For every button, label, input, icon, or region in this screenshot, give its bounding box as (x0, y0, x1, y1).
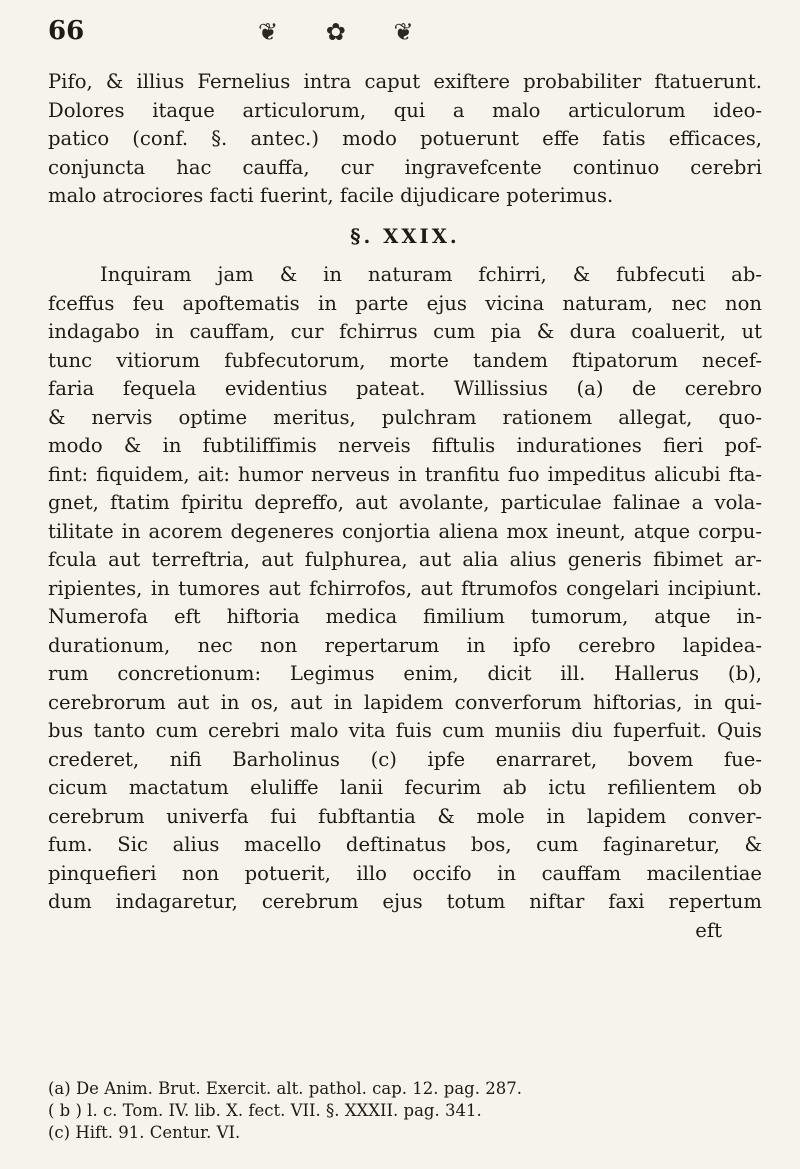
text-line: & nervis optime meritus, pulchram rationem allegat, quo- (48, 405, 762, 429)
footnote-b: ( b ) l. c. Tom. IV. lib. X. fect. VII. §. XXXII. pag. 341. (48, 1101, 482, 1120)
text-line: Inquiram jam & in naturam fchirri, & fubfecuti ab- (100, 263, 762, 286)
text-line: indagabo in cauffam, cur fchirrus cum pia & dura coaluerit, ut (48, 320, 762, 343)
text-line: tunc vitiorum fubfecutorum, morte tandem ftipatorum necef- (48, 348, 762, 372)
text-line: cerebrorum aut in os, aut in lapidem converforum hiftorias, in qui- (48, 690, 762, 714)
text-line: Pifo, & illius Fernelius intra caput exiftere probabiliter ftatuerunt. (48, 70, 762, 93)
body-text (48, 68, 762, 945)
ornament-icon: ❦ ✿ ❦ (258, 18, 434, 46)
footnote-a: (a) De Anim. Brut. Exercit. alt. pathol. cap. 12. pag. 287. (48, 1079, 522, 1098)
footnote-divider (48, 1064, 762, 1065)
text-line: pinquefieri non potuerit, illo occifo in cauffam macilentiae (48, 861, 762, 885)
text-line: faria fequela evidentius pateat. Willissius (a) de cerebro (48, 377, 762, 400)
text-line: rum concretionum: Legimus enim, dicit ill. Hallerus (b), (48, 662, 762, 685)
text-line: ripientes, in tumores aut fchirrofos, aut ftrumofos congelari incipiunt. (48, 576, 762, 600)
text-line: cicum mactatum eluliffe lanii fecurim ab ictu refilientem ob (48, 776, 762, 799)
page-number: 66 (48, 16, 85, 46)
text-line: fum. Sic alius macello deftinatus bos, cum faginaretur, & (48, 833, 762, 856)
text-line: dum indagaretur, cerebrum ejus totum niftar faxi repertum (48, 890, 762, 913)
catchword: eft (695, 918, 722, 942)
text-line: conjuncta hac cauffa, cur ingravefcente continuo cerebri (48, 155, 762, 179)
text-line: fceffus feu apoftematis in parte ejus vicina naturam, nec non (48, 291, 762, 315)
text-line: Dolores itaque articulorum, qui a malo articulorum ideo- (48, 98, 762, 122)
text-line: durationum, nec non repertarum in ipfo cerebro lapidea- (48, 633, 762, 657)
text-line: tilitate in acorem degeneres conjortia aliena mox ineunt, atque corpu- (48, 519, 762, 543)
text-line: gnet, ftatim fpiritu depreffo, aut avolante, particulae falinae a vola- (48, 491, 762, 514)
text-line: crederet, nifi Barholinus (c) ipfe enarraret, bovem fue- (48, 747, 762, 771)
footnote-c: (c) Hift. 91. Centur. VI. (48, 1123, 241, 1142)
footnotes (48, 1078, 762, 1144)
page-header (48, 12, 760, 58)
text-line: fcula aut terreftria, aut fulphurea, aut alia alius generis fibimet ar- (48, 548, 762, 571)
text-line: malo atrociores facti fuerint, facile dijudicare poterimus. (48, 184, 614, 207)
section-heading: §. XXIX. (350, 224, 460, 248)
text-line: Numerofa eft hiftoria medica fimilium tumorum, atque in- (48, 605, 762, 628)
text-line: fint: fiquidem, ait: humor nerveus in tranfitu fuo impeditus alicubi fta- (48, 462, 762, 486)
text-line: cerebrum univerfa fui fubftantia & mole in lapidem conver- (48, 804, 762, 828)
text-line: modo & in fubtiliffimis nerveis fiftulis indurationes fieri pof- (48, 434, 762, 457)
text-line: bus tanto cum cerebri malo vita fuis cum muniis diu fuperfuit. Quis (48, 719, 762, 742)
text-line: patico (conf. §. antec.) modo potuerunt effe fatis efficaces, (48, 127, 762, 150)
